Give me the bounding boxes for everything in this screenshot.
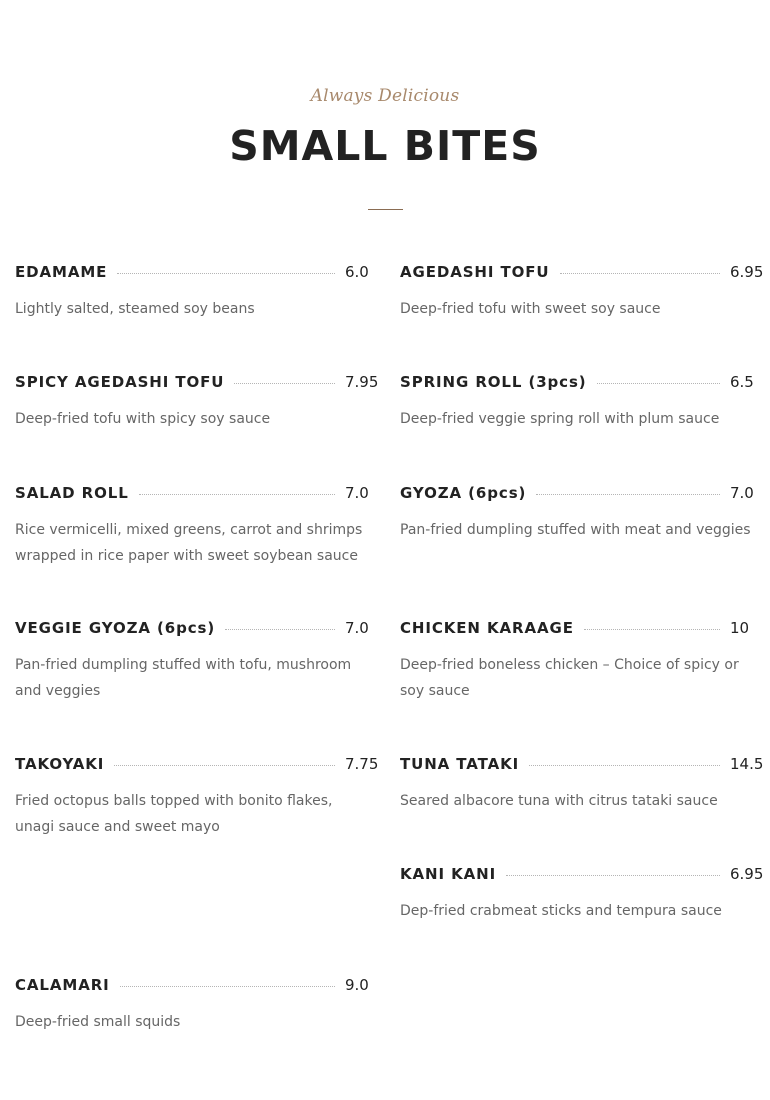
dotted-leader bbox=[117, 273, 335, 274]
menu-item bbox=[400, 617, 756, 704]
menu-item bbox=[15, 617, 371, 704]
dotted-leader bbox=[560, 273, 721, 274]
menu-item bbox=[15, 371, 379, 433]
item-name: SALAD ROLL bbox=[15, 484, 129, 502]
dotted-leader bbox=[120, 986, 335, 987]
item-price: 7.0 bbox=[345, 484, 369, 502]
item-price: 6.95 bbox=[730, 263, 764, 281]
menu-item bbox=[15, 974, 371, 1036]
item-price: 7.95 bbox=[345, 373, 379, 391]
item-name: TUNA TATAKI bbox=[400, 755, 520, 773]
item-price: 7.75 bbox=[345, 755, 379, 773]
item-price: 6.5 bbox=[730, 373, 754, 391]
menu-item bbox=[400, 261, 764, 323]
menu-item bbox=[400, 753, 764, 815]
item-price: 6.0 bbox=[345, 263, 369, 281]
dotted-leader bbox=[584, 629, 720, 630]
item-name: KANI KANI bbox=[400, 865, 497, 883]
item-name: AGEDASHI TOFU bbox=[400, 263, 550, 281]
dotted-leader bbox=[506, 875, 720, 876]
dotted-leader bbox=[536, 494, 720, 495]
item-name: GYOZA (6pcs) bbox=[400, 484, 527, 502]
item-description: Pan-fried dumpling stuffed with tofu, mushroom and veggies bbox=[15, 657, 352, 699]
dotted-leader bbox=[114, 765, 335, 766]
item-name: TAKOYAKI bbox=[15, 755, 105, 773]
item-description: Rice vermicelli, mixed greens, carrot and shrimps wrapped in rice paper with sweet soybean sauce bbox=[15, 522, 363, 564]
item-price: 10 bbox=[730, 619, 750, 637]
menu-item bbox=[400, 863, 764, 925]
dotted-leader bbox=[529, 765, 720, 766]
item-price: 9.0 bbox=[345, 976, 369, 994]
item-description: Fried octopus balls topped with bonito flakes, unagi sauce and sweet mayo bbox=[15, 793, 333, 835]
item-name: SPRING ROLL (3pcs) bbox=[400, 373, 587, 391]
item-name: CHICKEN KARAAGE bbox=[400, 619, 574, 637]
item-description: Deep-fried small squids bbox=[15, 1014, 181, 1030]
title-divider bbox=[368, 209, 403, 210]
item-price: 7.0 bbox=[730, 484, 754, 502]
dotted-leader bbox=[139, 494, 335, 495]
item-price: 14.5 bbox=[730, 755, 764, 773]
item-description: Deep-fried tofu with spicy soy sauce bbox=[15, 411, 271, 427]
item-name: EDAMAME bbox=[15, 263, 108, 281]
item-description: Deep-fried boneless chicken – Choice of spicy or soy sauce bbox=[400, 657, 739, 699]
item-description: Dep-fried crabmeat sticks and tempura sauce bbox=[400, 903, 722, 919]
item-description: Pan-fried dumpling stuffed with meat and veggies bbox=[400, 522, 751, 538]
item-name: SPICY AGEDASHI TOFU bbox=[15, 373, 225, 391]
dotted-leader bbox=[234, 383, 335, 384]
item-description: Lightly salted, steamed soy beans bbox=[15, 301, 255, 317]
item-description: Seared albacore tuna with citrus tataki sauce bbox=[400, 793, 718, 809]
menu-subtitle: Always Delicious bbox=[310, 86, 460, 106]
menu-title: SMALL BITES bbox=[229, 122, 541, 170]
menu-item bbox=[15, 482, 371, 569]
menu-item bbox=[400, 371, 756, 433]
item-description: Deep-fried veggie spring roll with plum sauce bbox=[400, 411, 720, 427]
item-name: VEGGIE GYOZA (6pcs) bbox=[15, 619, 216, 637]
item-price: 7.0 bbox=[345, 619, 369, 637]
dotted-leader bbox=[597, 383, 720, 384]
menu-item bbox=[15, 261, 371, 323]
item-name: CALAMARI bbox=[15, 976, 110, 994]
dotted-leader bbox=[225, 629, 335, 630]
item-description: Deep-fried tofu with sweet soy sauce bbox=[400, 301, 661, 317]
menu-item bbox=[400, 482, 756, 544]
menu-item bbox=[15, 753, 379, 840]
item-price: 6.95 bbox=[730, 865, 764, 883]
